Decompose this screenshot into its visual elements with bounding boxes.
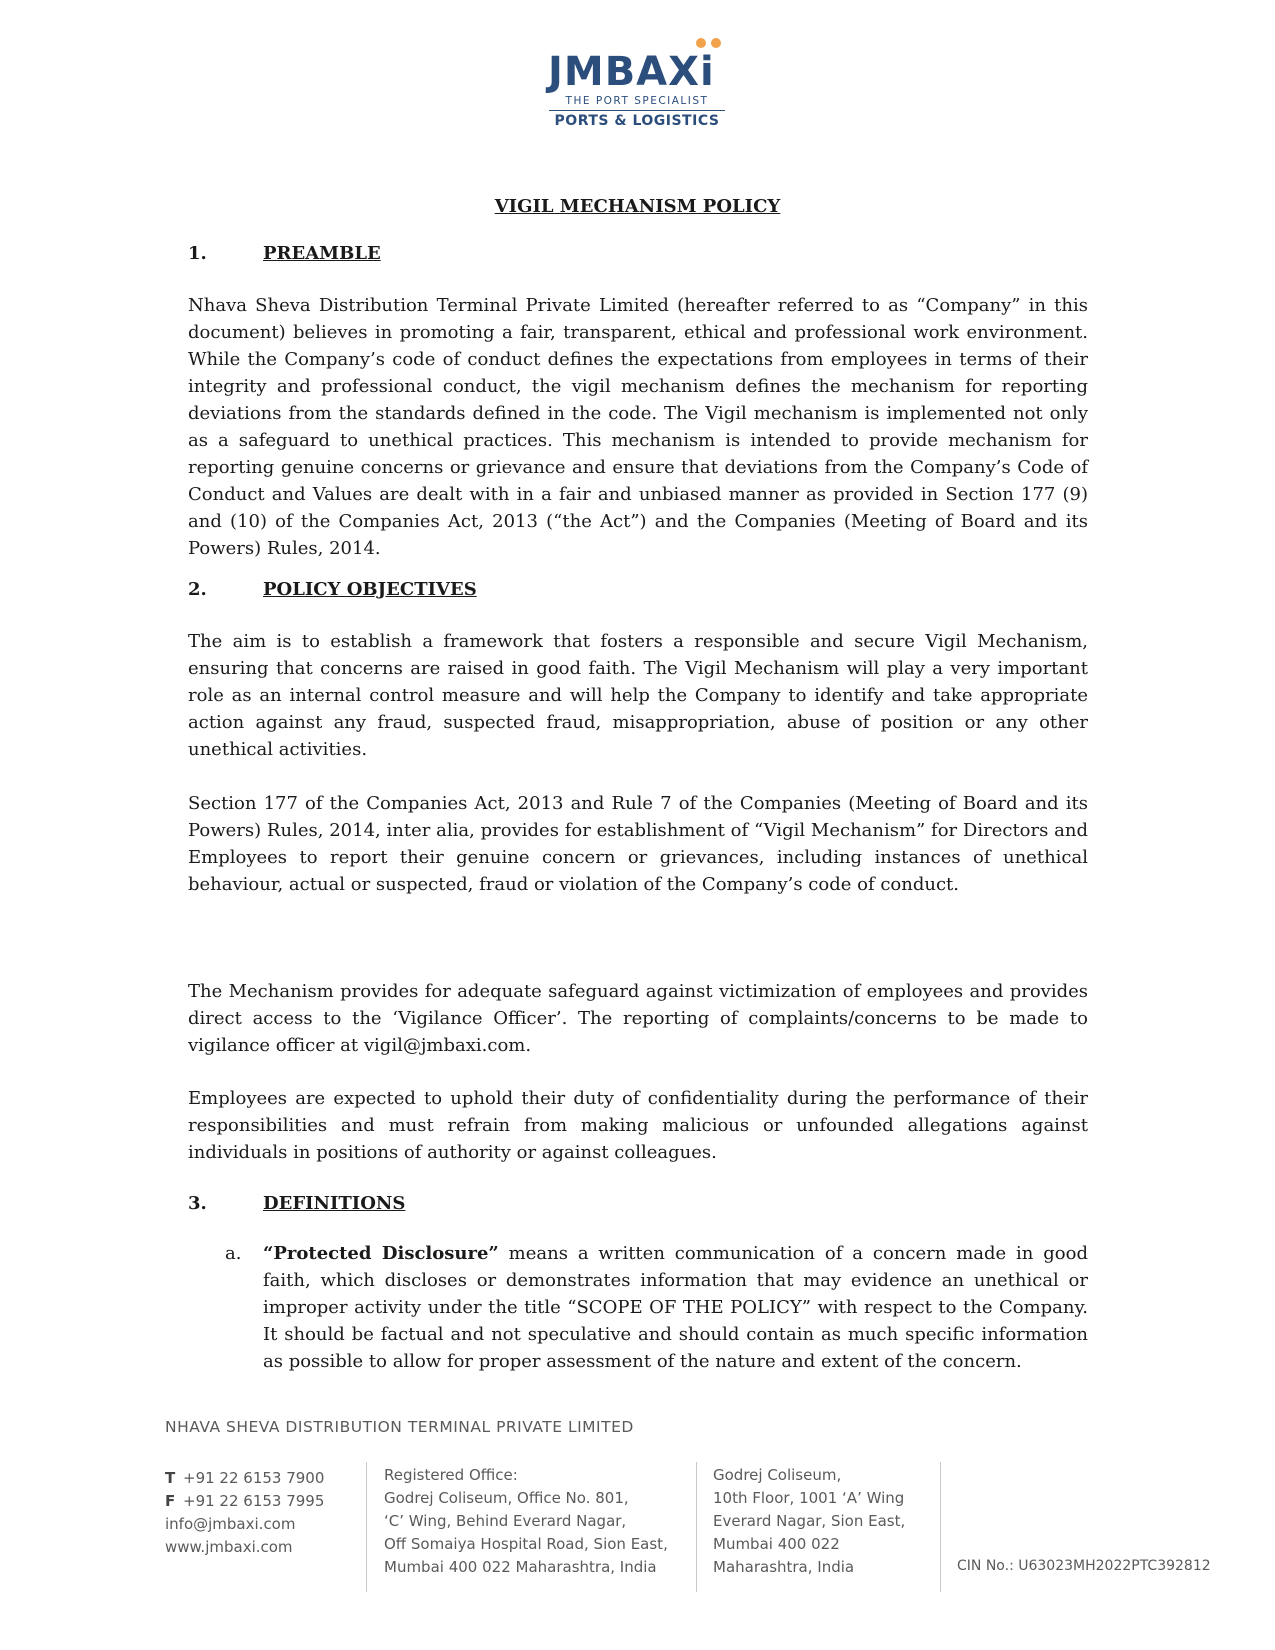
definition-body: means a written communication of a concern made in good faith, which discloses or demonstrates information that may evidence an unethical or improper activity under the title “SCOPE OF THE POLICY” with respect to the Company. It should be factual and not speculative and should contain as much specific information as possible to allow for proper assessment of the nature and extent of the concern. <box>263 1243 1088 1372</box>
address-line: Mumbai 400 022 <box>713 1535 840 1553</box>
footer-contact <box>165 1467 324 1559</box>
section-number: 2. <box>188 579 207 600</box>
paragraph: Section 177 of the Companies Act, 2013 and Rule 7 of the Companies (Meeting of Board and its Powers) Rules, 2014, inter alia, provides for establishment of “Vigil Mechanism” for Directors and Employees to report their genuine concern or grievances, including instances of unethical behaviour, actual or suspected, fraud or violation of the Company’s code of conduct. <box>188 793 1088 895</box>
footer-cin: CIN No.: U63023MH2022PTC392812 <box>957 1558 1211 1574</box>
paragraph: Nhava Sheva Distribution Terminal Private Limited (hereafter referred to as “Company” in this document) believes in promoting a fair, transparent, ethical and professional work environment. While the Company’s code of conduct defines the expectations from employees in terms of their integrity and professional conduct, the vigil mechanism defines the mechanism for reporting deviations from the standards defined in the code. The Vigil mechanism is implemented not only as a safeguard to unethical practices. This mechanism is intended to provide mechanism for reporting genuine concerns or grievance and ensure that deviations from the Company’s Code of Conduct and Values are dealt with in a fair and unbiased manner as provided in Section 177 (9) and (10) of the Companies Act, 2013 (“the Act”) and the Companies (Meeting of Board and its Powers) Rules, 2014. <box>188 295 1088 559</box>
footer-divider <box>366 1462 367 1592</box>
footer-registered-office <box>384 1464 668 1579</box>
section-number: 1. <box>188 243 207 264</box>
address-line: Godrej Coliseum, <box>713 1466 842 1484</box>
footer-website[interactable]: www.jmbaxi.com <box>165 1538 293 1556</box>
definition-letter: a. <box>225 1243 242 1264</box>
section-heading-preamble <box>188 242 381 266</box>
paragraph: The Mechanism provides for adequate safeguard against victimization of employees and provides direct access to the ‘Vigilance Officer’. The reporting of complaints/concerns to be made to vigilance officer at vigil@jmbaxi.com. <box>188 981 1088 1056</box>
section-title: POLICY OBJECTIVES <box>263 579 477 600</box>
address-line: Mumbai 400 022 Maharashtra, India <box>384 1558 657 1576</box>
footer-fax: +91 22 6153 7995 <box>183 1492 325 1510</box>
address-line: Off Somaiya Hospital Road, Sion East, <box>384 1535 668 1553</box>
section-number: 3. <box>188 1193 207 1214</box>
logo-wordmark: JMBAXi <box>548 49 715 95</box>
address-line: 10th Floor, 1001 ‘A’ Wing <box>713 1489 905 1507</box>
footer-phone: +91 22 6153 7900 <box>183 1469 325 1487</box>
footer-email[interactable]: info@jmbaxi.com <box>165 1515 296 1533</box>
registered-office-label: Registered Office: <box>384 1466 518 1484</box>
address-line: Everard Nagar, Sion East, <box>713 1512 906 1530</box>
section-title: DEFINITIONS <box>263 1193 406 1214</box>
footer-divider <box>696 1462 697 1592</box>
phone-label: T <box>165 1469 176 1487</box>
section-heading-policy-objectives <box>188 578 477 602</box>
footer-address <box>713 1464 905 1579</box>
footer-divider <box>940 1462 941 1592</box>
address-line: Maharashtra, India <box>713 1558 855 1576</box>
section-heading-definitions <box>188 1192 405 1216</box>
section-title: PREAMBLE <box>263 243 381 264</box>
company-logo <box>0 34 1275 134</box>
definition-term: “Protected Disclosure” <box>263 1243 499 1264</box>
logo-subline: PORTS & LOGISTICS <box>554 113 720 129</box>
paragraph: Employees are expected to uphold their duty of confidentiality during the performance of their responsibilities and must refrain from making malicious or unfounded allegations against individuals in positions of authority or against colleagues. <box>188 1088 1088 1163</box>
document-title: VIGIL MECHANISM POLICY <box>494 196 781 217</box>
footer-company-name: NHAVA SHEVA DISTRIBUTION TERMINAL PRIVATE LIMITED <box>165 1418 634 1436</box>
paragraph: The aim is to establish a framework that fosters a responsible and secure Vigil Mechanism, ensuring that concerns are raised in good faith. The Vigil Mechanism will play a very important role as an internal control measure and will help the Company to identify and take appropriate action against any fraud, suspected fraud, misappropriation, abuse of position or any other unethical activities. <box>188 631 1088 760</box>
address-line: ‘C’ Wing, Behind Everard Nagar, <box>384 1512 627 1530</box>
fax-label: F <box>165 1492 176 1510</box>
definition-text <box>263 1240 1088 1375</box>
address-line: Godrej Coliseum, Office No. 801, <box>384 1489 629 1507</box>
logo-divider <box>549 110 725 111</box>
logo-tagline: THE PORT SPECIALIST <box>565 95 709 107</box>
